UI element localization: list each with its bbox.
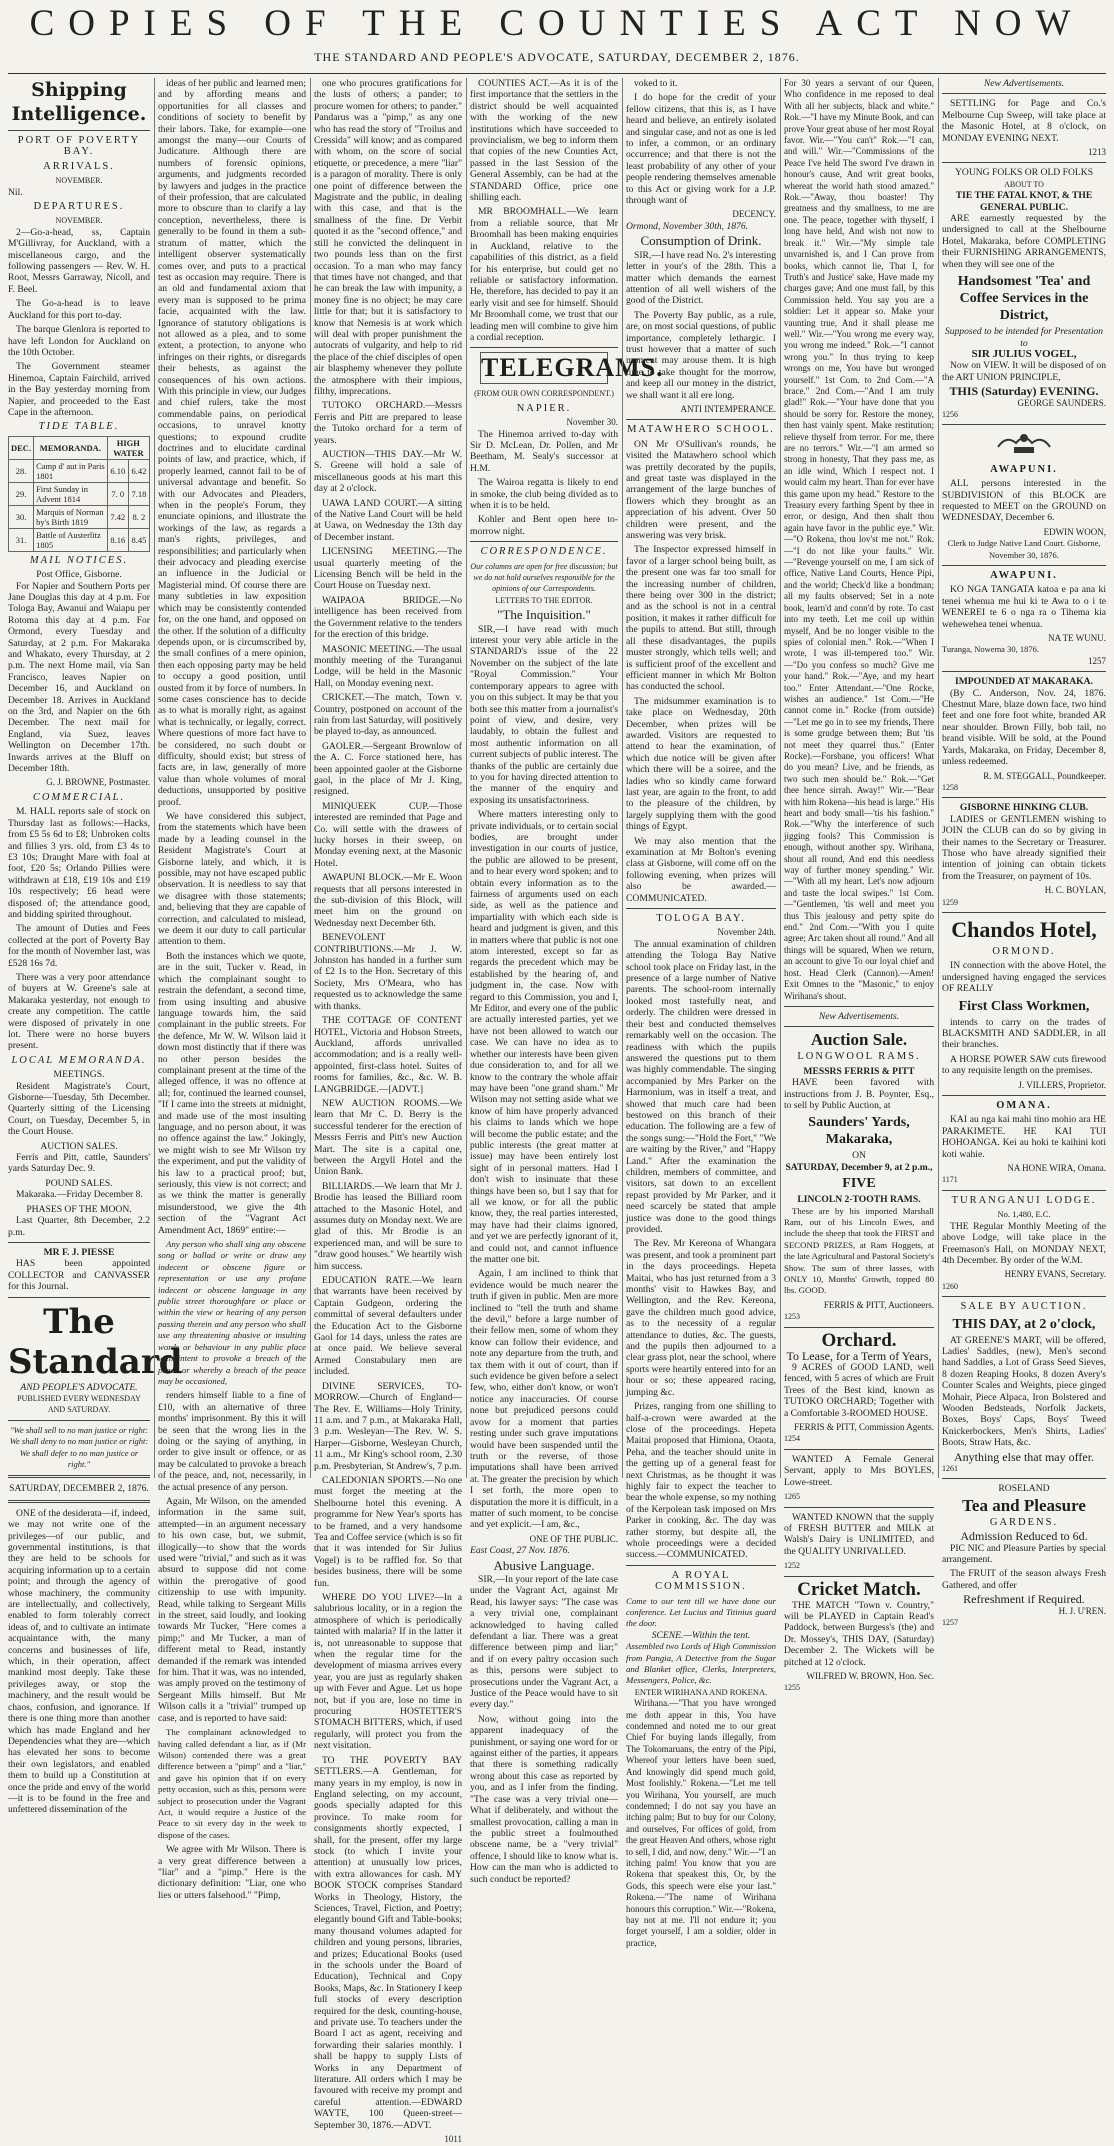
ad-number: 1253 [784, 1312, 800, 1322]
tide-cell: Marquis of Norman by's Birth 1819 [34, 505, 108, 528]
page-banner: COPIES OF THE COUNTIES ACT NOW [29, 3, 1085, 44]
table-row [9, 505, 150, 528]
tide-col-2: HIGH WATER [107, 436, 149, 459]
gardens: GARDENS. [989, 1516, 1059, 1528]
abusive-body: SIR,—In your report of the late case under the Vagrant Act, against Mr Read, his lawyer says: "The case was a very trivial one, complainant acknowledged to having called defendant a liar. There was a great difference between pimp and liar;" and if on every paltry occasion such as this, persons were subject to prosecutions under the Vagrant Act, a Justice of the Peace would have to sit every day." [470, 1573, 618, 1711]
local-heading: LOCAL MEMORANDA. [11, 1054, 147, 1066]
woon-sign: EDWIN WOON, [1043, 526, 1106, 537]
orchard-sign: FERRIS & PITT, Commission Agents. [794, 1422, 934, 1433]
awapuni-heading: AWAPUNI. [990, 463, 1058, 475]
roseland: ROSELAND [998, 1483, 1050, 1495]
masthead: The Standard [8, 1301, 183, 1382]
column-divider [780, 78, 781, 1478]
inquisition-heading: "The Inquisition." [497, 607, 591, 623]
matawhero-body-4: We may also mention that the examination at Mr Bolton's evening class at Gisborne, will come off on the following evening, when prizes will also be awarded.—COMMUNICATED. [626, 835, 776, 904]
news-item: THE COTTAGE OF CONTENT HOTEL, Victoria and Hobson Streets, Auckland, affords unrivalled accommodation; and is a really well-appointed, first-class hotel. Suites of rooms for families, &c., &c. W. B. LANGBRIDGE.—[ADVT.] [314, 1015, 462, 1095]
natewunu-sign: NA TE WUNU. [1048, 633, 1106, 644]
tide-col-1: MEMORANDA. [34, 436, 108, 459]
settling-ad: SETTLING for Page and Co.'s Melbourne Cup Sweep, will take place at the Masonic Hotel, at 8 o'clock, on MONDAY EVENING NEXT. [942, 98, 1106, 144]
column-1 [8, 78, 183, 1816]
tide-cell: 31. [9, 528, 34, 551]
young-folks: YOUNG FOLKS OR OLD FOLKS [954, 167, 1094, 179]
news-item: BENEVOLENT CONTRIBUTIONS.—Mr J. W. Johnston has handed in a further sum of £2 1s to the Hon. Secretary of this Society, Mrs O'Meara, who has requested us to acknowledge the same with thanks. [314, 932, 462, 1012]
decency-sign: DECENCY. [732, 209, 776, 220]
column-divider [466, 78, 467, 1478]
orchard-heading: Orchard. [821, 1329, 897, 1351]
drink-body: SIR,—I have read No. 2's interesting letter in your's of the 28th. This a matter which demands the earnest attention of all well wishers of the good of the District. [626, 249, 776, 307]
commercial-body-2: The amount of Duties and Fees collected at the port of Poverty Bay for the month of November last, was £528 16s 7d. [8, 923, 150, 969]
column-7 [942, 78, 1106, 1628]
woon-body: Clerk to Judge Native Land Court. Gisborne, November 30, 1876. [947, 538, 1101, 560]
matawhero-body: ON Mr O'Sullivan's rounds, he visited the Matawhero school which was prettily decorated by the pupils, and great taste was displayed in the arrangement of the large bunches of flowers which they brought as an appreciation of his advent. Over 50 children were present, and the answering was very brisk. [626, 438, 776, 542]
ferris-sign: FERRIS & PITT, Auctioneers. [823, 1299, 934, 1310]
tologa-body-3: Prizes, ranging from one shilling to half-a-crown were awarded at the close of the proceedings. Hepeta Maitai proposed that Himiona, Otaota, Peha, and the teacher should unite in the getting up of a general feast for next Christmas, as he thought it was highly fair to expect the teacher to bear the whole expense, so my nothing of the Kerpolean task imposed on Mrs Parker in cooking, &c. The day was rather stormy, but despite all, the whole proceedings were a decided success.—COMMUNICATED. [626, 1401, 776, 1561]
tide-cell: 7.18 [128, 482, 149, 505]
tide-cell: Battle of Austerlitz 1805 [34, 528, 108, 551]
ad-number: 1257 [1088, 655, 1106, 666]
matawhero-heading: MATAWHERO SCHOOL. [627, 424, 775, 436]
wanted-servant: WANTED A Female General Servant, apply to Mrs BOYLES, Lowe-street. [784, 1453, 934, 1488]
cricket-sign: WILFRED W. BROWN, Hon. Sec. [806, 1670, 934, 1681]
saturday-date: SATURDAY, December 9, at 2 p.m., [785, 1161, 933, 1173]
decency-date: Ormond, November 30th, 1876. [626, 220, 749, 232]
about-to: ABOUT TO [1004, 179, 1044, 189]
table-row [9, 482, 150, 505]
anti-sign: ANTI INTEMPERANCE. [680, 403, 776, 414]
column-divider [310, 78, 311, 1478]
meetings-body: Resident Magistrate's Court, Gisborne—Tuesday, 5th December. Quarterly sitting of the Licensing Court, on Tuesday, December 5, in the Court House. [8, 1080, 150, 1138]
mail-heading: MAIL NOTICES. [29, 554, 129, 566]
editorial-body: ideas of her public and learned men; and by affording means and opportunities for all classes and conditions of society to benefit by their labors. Take, for example—one amongst the many—our Courts of Judicature. Although there are numbers of forensic opinions, arguments, and judgments recorded by lawyers and judges in the practice of their profession, that are calculated more to obscure than to clarify a lay conception, nevertheless, there is generally to be found in them a sub-stratum of matter, which the intelligent observer systematically comes over, and puts to a practical test as occasion may require. There is an old and fundamental axiom that every man is supposed to be prima facie, acquainted with the law. Ignorance of statutory obligations is not allowed as a plea, and to some extent, a protection, to anyone who infringes on their rights, or disregards their behests, as against the consequences of his own actions. With this principle in view, our Judges and chief rulers, take the most commendable pains, on periodical occasions, to unravel knotty questions; to expound crudite doctrines and to elucidate cardinal points of law, and practice, which, if properly learned, cannot fail to be of universal advantage and benefit. So with our Advocates and Pleaders, when in the people's Forum, they enunciate opinions, and illustrate the workings of the law, as regards a man's rights, privileges, and responsibilities; and particularly when their advocacy and pleading exercise an influence in the Judicial or Magisterial mind. Of course there are many subtleties in law exposition which may be consistently contended for, on the one hand, and opposed on the other. If the solution of a difficulty depends upon, or is circumscribed by, the small confines of a mere opinion, then each opposing party may be held to occupy a good position, until ousted from it by force of numbers. In some cases conscience has to decide as to what is morally right, as against what is technically, or legally, correct. Where questions of more fact have to be considered, no such doubt or difficulty, should exist; but stress of facts are, in law, generally of more value than whole volumes of moral deductions, unsupported by positive proof. [158, 78, 306, 808]
tide-cell: First Sunday in Advent 1814 [34, 482, 108, 505]
col5-body: voked to it. [634, 78, 678, 89]
ad-number: 1257 [942, 1618, 958, 1628]
dateline: SATURDAY, DECEMBER 2, 1876. [9, 1483, 149, 1495]
news-item: MINIQUEEK CUP.—Those interested are reminded that Page and Co. will settle with the drawers of lucky horses in their sweep, on Monday evening next, at the Masonic Hotel. [314, 800, 462, 869]
tide-cell: Camp d' aut in Paris 1801 [34, 459, 108, 482]
news-item: AWAPUNI BLOCK.—Mr E. Woon requests that all persons interested in the sub-division of this Block, will meet him on the ground on Wednesday next December 6th. [314, 872, 462, 929]
correspondence-heading: CORRESPONDENCE. [480, 546, 608, 558]
lodge-body: THE Regular Monthly Meeting of the above Lodge, will take place in the Freemason's Hall, on MONDAY NEXT, 4th December. By order of the W.M. [942, 1220, 1106, 1266]
port-heading: PORT OF POVERTY BAY. [17, 135, 141, 158]
napier-body-3: Kohler and Bent open here to-morrow night. [470, 514, 618, 537]
editorial-body-7: We agree with Mr Wilson. There is a very great difference between a "liar" and a "pimp." Here is the dictionary definition: "Liar, one who lies or utters falsehood." "Pimp, [158, 1844, 306, 1901]
saunders-yards: Saunders' Yards, Makaraka, [808, 1115, 910, 1148]
chandos-body: IN connection with the above Hotel, the undersigned having engaged the services OF REALLY [942, 960, 1106, 995]
drink-body-2: The Poverty Bay public, as a rule, are, on most social questions, of public importance, completely lethargic. I trust however that a matter of such moment may arouse them. It is high time to take thought for the morrow, and keep all our money in the district, we shall want it all ere long. [626, 309, 776, 401]
tea-pleasure: Tea and Pleasure [962, 1495, 1086, 1515]
lodge-number: No. 1,480, E.C. [997, 1209, 1051, 1220]
editorial-body-6: The complainant acknowledged to having called defendant a liar, as if (Mr Wilson) contended there was a great difference between a "pimp" and a "liar," and gave his opinion that if on every petty occasion, such as this, persons were subject to prosecution under the Vagrant Act, it would require a Justice of the Peace to sit every day in the week to dispose of the cases. [158, 1727, 306, 1840]
uren-sign: H. J. U'REN. [1058, 1605, 1106, 1616]
arrivals-body: Nil. [8, 186, 23, 198]
tide-cell: 8.45 [128, 528, 149, 551]
this-day: THIS DAY, at 2 o'clock, [952, 1316, 1096, 1332]
inquisition-date: East Coast, 27 Nov. 1876. [470, 1545, 570, 1557]
departures-body-3: The barque Glenlora is reported to have left London for Auckland on the 10th October. [8, 324, 150, 358]
mail-office: Post Office, Gisborne. [36, 569, 122, 581]
tologa-body: The annual examination of children attending the Tologa Bay Native school took place on Friday last, in the presence of a large number of Native parents. The school-room internally looked most tastefully neat, and orderly. The children were dressed in their best and conducted themselves remarkably well on the occasion. The readiness with which the pupils answered the questions put to them was highly commendable. The singing accompanied by Mrs Parker on the Harmonium, was in itself a treat, and showed that much care had been bestowed on this branch of their education. The following are a few of the songs sung:—"Hold the Fort," "We are waiting by the River," and "Happy Land." After the examination the children, members of committee, and visitors, sat down to an excellent repast provided by Mr Parker, and it need scarcely be stated that ample justice was done to the good things provided. [626, 938, 776, 1235]
column-3 [314, 78, 462, 2145]
matawhero-body-2: The Inspector expressed himself in favor of a larger school being built, as the present one was far too small for the increasing number of children, there being over 300 in the district; and as the school is not in a central position, it makes it rather difficult for the pupils to attend. But still, through all these disadvantages, the pupils muster strongly, which tells well; and is sufficient proof of the excellent and efficient manner in which Mr Bolton has conducted the school. [626, 544, 776, 693]
drink-heading: Consumption of Drink. [640, 233, 762, 249]
tide-cell: 8.16 [107, 528, 128, 551]
ad-number: 1255 [784, 1683, 800, 1693]
ad-number: 1011 [444, 2134, 462, 2145]
ad-number: 1171 [942, 1175, 958, 1185]
telegrams-heading: TELEGRAMS. [481, 353, 664, 383]
news-item: TUTOKO ORCHARD.—Messrs Ferris and Pitt are prepared to lease the Tutoko orchard for a term of years. [314, 400, 462, 446]
napier-body: The Hinemoa arrived to-day with Sir D. McLean, Dr. Pollen, and Mr Beetham, M. Sealy's successor at H.M. [470, 428, 618, 474]
masthead-sub: AND PEOPLE'S ADVOCATE. [20, 1381, 138, 1393]
play-continued: For 30 years a servant of our Queen, Who confidence in me reposed to deal With all her subjects, black and white." Rok.—"I have my Minute Book, and can prove Your great abuse of her most Royal favor. Wir.—"You can't" Rok.—"I can, and will." Wir.—"Commissions of the Peace I've held The sword I've drawn in honour's cause, And writ great books, whereat the world hath stood amazed." Rok.—"Away, thou boaster! Thy greatness and thy smallness, to me are one. The peace, together with thyself, I long have held, And wish not now to break it." Wir.—"My simple tale unvarnished is, and I Can prove from books, which cannot lie, That I, for Truth's and Justice' sake, Have made my charges gave; And one must fall, by this Commission held. You say you are a soldier: Let it appear so. Make your vaunting true, And it shall please me well." Wir.—"You wrong me every way, you wrong me indeed." Rok.—"I cannot wrong you." In thus trying to keep wrongs on me, You have but wronged yourself." 1st Com. to 2nd Com.—"A brace." 2nd Com.—"And I am truly glad!" Rok.—"Your have done that you should be sorry for. Restore the money, then hast vainly spent. Make restitution; relieve thyself from terror. For me, there are no terrors." Wir.—"I am armed so strong in honesty, That they pass me, as an idle wind, Which I respect not. I would calm my heart. Than for ever have this game upon my head." Restore to the Treasury every farthing Spent by thee in error, or design, And then shalt thou again have favor in the public eye." Wir.—"O Rokena, thou lov'st me not." Rok.—"I do not like your faults." Wir.—"Revenge yourself on me, I am sick of office, Native Land Courts, Hence Pipi, and the world; Check'd like a bondman; all my faults observed; Set in a note book, learn'd and conn'd by rote. To cast into my teeth. Let me coil up within myself, And be no longer visible to the spies of colonial men." Rok.—"When I wrote, I was ill-tempered too." Wir.—"Do you confess so much? Give me your hand." Rok.—"Aye, and my heart too." Enter Attendant.—"One Rocke, wishes an audience." 1st Com.—"He cannot come in." Rocke (from outside)—"Let me go in to see my friends, There is some grudge between them; But 'tis not meet they quarrel thus." (Enter Rocke).—Forsbane, you officers! What do you mean? Live, and be friends, as two such men should be." Rok.—"Get thee hence sirrah. Away!" Wir.—"Bear with him Rokena—his head is large." His heart and body small—'tis his fashion." Rok.—"Why the interference of such jigging fools? This Commission is enough, without another spy. Wirihana, shout all round, And end this needless way of further money spending." Wir.—"With all my heart. Let's now adjourn and taste the local swipes." 1st Com.—"Gentlemen, 'tis well and meet you thus This jealousy and petty spite do end." 2nd Com.—"With you I quite agree; Arc taken shout all round." And all things will be squared, When we return, an account to give To our loyal chief and host. Head Clerk (Cannon).—Amen! Exit Omnes to the "Masonic," to enjoy Wirihana's shout. [784, 78, 934, 1001]
ferris-body: HAVE been favored with instructions from J. B. Poynter, Esq., to sell by Public Auction, at [784, 1077, 934, 1111]
royal-body: Come to our tent till we have done our conference. Let Lucius and Titinius guard the door. [626, 1595, 776, 1629]
news-item: GAOLER.—Sergeant Brownlow of the A. C. Force stationed here, has been appointed gaoler at the Gisborne gaol, in the place of Mr J. King, resigned. [314, 740, 462, 798]
five-label: FIVE [842, 1176, 876, 1192]
news-item: CALEDONIAN SPORTS.—No one must forget the meeting at the Shelbourne hotel this evening. A programme for New Year's sports has to be framed, and a very handsome Tea and Coffee service (which is so fit that it was intended for Sir Julius Vogel) is to be raffled for. So that besides business, there will be some fun. [314, 1474, 462, 1589]
editorial-body-2: We have considered this subject, from the statements which have been made by a leading counsel in the Resident Magistrate's Court at Gisborne lately, and which, it is possible, may not have escaped public observation. It is needless to say that we disagree with those statements; and, believing that they are capable of correction, and calculated to mislead, we deem it our duty to call particular attention to them. [158, 811, 306, 948]
correspondence-note: Our columns are open for free discussion; but we do not hold ourselves responsible for the opinions of our Correspondents. [470, 561, 618, 594]
commercial-heading: COMMERCIAL. [32, 791, 126, 803]
awapuni-heading-2: AWAPUNI. [990, 570, 1058, 581]
page-subhead: THE STANDARD AND PEOPLE'S ADVOCATE, SATURDAY, DECEMBER 2, 1876. [314, 50, 800, 64]
abusive-body-2: Now, without going into the apparent inadequacy of the punishment, or saying one word for or against either of the parties, it appears that there is something radically wrong about this case as reported by you, and as I infer from the finding. "The case was a very trivial one—What if deliberately, and without the smallest provocation, calling a man in the public street a foulmouthed obscene name, be a "very trivial" offence, I should like to know what is. How can the man who is addicted to such conduct be reported? [470, 1713, 618, 1885]
crest-icon [942, 429, 1106, 460]
impounded-body: (By C. Anderson, Nov. 24, 1876. Chestnut Mare, blaze down face, two hind feet and one fore foot white, branded AR near shoulder. Brown Filly, bob tail, no brand visible. Will be sold, at the Pound Yards, Makaraka, on Friday, December 8, unless redeemed. [942, 687, 1106, 768]
ad-number: 1213 [1088, 147, 1106, 158]
napier-heading: NAPIER. [516, 402, 572, 414]
auction-sale-heading: Auction Sale. [810, 1030, 908, 1050]
shipping-title: Shipping Intelligence. [11, 79, 147, 125]
orchard-body: 9 ACRES of GOOD LAND, well fenced, with 5 acres of which are Fruit Trees of the Best kind, known as TUTOKO ORCHARD; Together with a Comfortable 3-ROOMED HOUSE. [784, 1362, 934, 1419]
lead-paragraph: ONE of the desiderata—if, indeed, we may not write one of the privileges—of our public, and governmental institutions, is that they are held to be schools for acquiring information up to a certain point; and through the agency of whose machinery, the community are intellectually, and collectively, enabled to form tolerably correct ideas of, and to cultivate an intimate acquaintance with, the many concerns and businesses of life, which, in their operation, affect mankind most deeply. Take these privileges away, or stop the machinery, and the result would be chaos, confusion, and ignorance. If there is one thing more than another which has made England and her Dependencies what they are—which has elevated her sons to become their own legislators, and enabled them to build up a Constitution at once the pride and envy of the world—it is to be found in the free and unfettered dissemination of the [8, 1507, 150, 1816]
ad-number: 1258 [942, 782, 958, 792]
impounded-heading: IMPOUNDED AT MAKARAKA. [955, 676, 1093, 688]
tologa-heading: TOLOGA BAY. [656, 913, 746, 925]
column-6 [784, 78, 934, 1693]
departures-body-2: The Go-a-head is to leave Auckland for this port to-day. [8, 298, 150, 321]
on-label: ON [852, 1150, 866, 1162]
lincoln-rams: LINCOLN 2-TOOTH RAMS. [797, 1194, 921, 1206]
awapuni-maori-body: KO NGA TANGATA katoa e pa ana ki tenei whenua me hui ki te Awa to o i te WENEREI te 6 o nga ra o Tihema kia wehewehea tenei whenua. [942, 584, 1106, 630]
evans-sign: HENRY EVANS, Secretary. [1004, 1269, 1106, 1280]
napier-date: November 30. [566, 417, 618, 428]
table-row [9, 528, 150, 551]
tie-body: ARE earnestly requested by the undersigned to call at the Shelbourne Hotel, Makaraka, before COMPLETING their FURNISHING ARRANGEMENTS, when they will see one of the [942, 213, 1106, 270]
tologa-body-2: The Rev. Mr Kereona of Whangara was present, and took a prominent part in the days proceedings. Hepeta Maitai, who has just returned from a 3 months' visit to Hawkes Bay, and Wellington, and the Rev. Kereona, gave the children much good advice, as to the necessity of a regular attendance to duties, &c. The guests, and the pupils then adjourned to a clear grass plot, near the school, where sports were heartily entered into for an hour or so; these appeared racing, jumping &c. [626, 1238, 776, 1398]
news-item: DIVINE SERVICES, TO-MORROW.—Church of England—The Rev. E. Williams—Holy Trinity, 11 a.m. and 7 p.m., at Makaraka Hall, 3 p.m. Wesleyan—The Rev. W. S. Harper—Gisborne, Wesleyan Church, 11 a.m., Mr King's school room, 2.30 p.m. Presbyterian, St Andrew's, 7 p.m. [314, 1380, 462, 1472]
editorial-quote: Any person who shall sing any obscene song or ballad or write or draw any indecent or obscene figure or representation or use any profane indecent or obscene language in any public street thoroughfare or place or within the view or hearing of any person passing therein and any person who shall use any threatening abusive or insulting words or behaviour in any public place with intent to provoke a breach of the peace or whereby a breach of the peace may be occasioned, [158, 1239, 306, 1386]
editorial-body-5: Again, Mr Wilson, on the amended information in the same suit, attempted—in an argument necessary to his own case, but, we submit, illogically—to show that the words used were "trivial," and such as it was absurd to suppose did not come within the prerogative of good citizenship to use with impunity. Read, while talking to Sergeant Mills in the street, said loudly, and looking towards Mr Tucker, "Here comes a pimp;" and Mr Tucker, a man of different metal to Read, instantly demanded if the remark was intended for him. That it was, was no intended, was amply proved on the testimony of Sergeant Mills himself. But Mr Wilson calls it a "trivial" trumped up case, and is reported to have said: [158, 1495, 306, 1724]
departures-heading: DEPARTURES. [33, 201, 125, 213]
tide-cell: 8. 2 [128, 505, 149, 528]
editorial-body-4: renders himself liable to a fine of £10, with an alternative of three months' imprisonment. By this it will be seen that the wrong lies in the doing or the saying of anything, in order to give insult or offence, or as may be calculated to provoke a breach of the peace, and, not, necessarily, in the actual presence of any person. [158, 1390, 306, 1493]
tide-col-0: DEC. [9, 436, 34, 459]
own-correspondent: (FROM OUR OWN CORRESPONDENT.) [474, 389, 614, 399]
piesse-heading: MR F. J. PIESSE [43, 1246, 115, 1258]
arrivals-month: NOVEMBER. [55, 176, 103, 186]
phases-body: Last Quarter, 8th December, 2.2 p.m. [8, 1215, 150, 1238]
news-item: NEW AUCTION ROOMS.—We learn that Mr C. D. Berry is the successful tenderer for the erection of Messrs Ferris and Pitt's new Auction Mart. The site is a capital one, between the Argyll Hotel and the Union Bank. [314, 1097, 462, 1178]
orchard-lease: To Lease, for a Term of Years, [786, 1348, 932, 1363]
chandos-body-2: intends to carry on the trades of BLACKSMITH AND SADDLER, in all their branches. [942, 1016, 1106, 1051]
longwool: LONGWOOL RAMS. [797, 1051, 921, 1063]
departures-month: NOVEMBER. [55, 216, 103, 226]
pound-heading: POUND SALES. [45, 1177, 113, 1189]
tide-cell: 7.42 [107, 505, 128, 528]
napier-body-2: The Wairoa regatta is likely to end in smoke, the club being divided as to when it is to be held. [470, 477, 618, 511]
news-item: AUCTION—THIS DAY.—Mr W. S. Greene will hold a sale of miscellaneous goods at his mart this day at 2 o'clock. [314, 449, 462, 495]
villers-sign: J. VILLERS, Proprietor. [1018, 1079, 1106, 1090]
awapuni-body: ALL persons interested in the SUBDIVISION of this BLOCK are requested to MEET on the GROUND on WEDNESDAY, December 6. [942, 478, 1106, 524]
tide-cell: 6.10 [107, 459, 128, 482]
hinking-heading: GISBORNE HINKING CLUB. [959, 802, 1089, 814]
news-item: BILLIARDS.—We learn that Mr J. Brodie has leased the Billiard room attached to the Masonic Hotel, and assumes duty on Monday next. We are glad of this. Mr Brodie is an experienced man, and will be sure to "draw good houses." We heartily wish him success. [314, 1180, 462, 1272]
news-item: MASONIC MEETING.—The usual monthly meeting of the Turanganui Lodge, will be held in the Masonic Hall, on Monday evening next. [314, 643, 462, 689]
inquisition-sign: ONE OF THE PUBLIC. [529, 1533, 618, 1544]
tologa-date: November 24th. [717, 927, 776, 938]
horse-saw: A HORSE POWER SAW cuts firewood to any requisite length on the premises. [942, 1053, 1106, 1077]
tide-cell: 28. [9, 459, 34, 482]
tide-cell: 7. 0 [107, 482, 128, 505]
inquisition-body-3: Again, I am inclined to think that evidence would be much nearer the truth if given in public. Men are more inclined to "tell the truth and shame the devil," before a large number of their fellow men, some of whom they know can follow their evidence, and note any departure from the truth, and tax them with it out of court, than if such evidence be given before a select few, who, either don't know, or won't notice any inaccuracies. Of course none but prejudiced persons could avow for a moment that parties resting under such grave imputations would have been suspended until the truth or the reverse, of those imputations shall have been arrived at. The greater the precision by which I set forth, the more open to disputation the more it is difficult, in a matter of such moment, to be concise and yet explicit.—I am, &c., [470, 1268, 618, 1531]
enter: ENTER WIRIHANA AND ROKENA. [634, 1686, 768, 1697]
news-item: TO THE POVERTY BAY SETTLERS.—A Gentleman, for many years in my employ, is now in England selecting, on my account, goods specially adapted for this province. To make room for consignments shortly expected, I shall, for the present, offer my large stock (to which I invite your attention) at unusually low prices, with extra allowances for cash. MY BOOK STOCK comprises Standard Works in Theology, History, the Sciences, Travel, Fiction, and Poetry; elegantly bound Gift and Table-books; many thousand volumes adapted for children and young persons, libraries, and prizes; Educational Books (used in the schools under the Board of Education), Technical and Copy Books, Maps, &c. In Stationery I keep full stocks of every description required for the desk, counting-house, and private use. To teachers under the Board I act as agent, receiving and forwarding their salaries monthly. I shall be happy to supply Lists of Works in any Department of literature. All orders which I may be favoured with receive my prompt and careful attention.—EDWARD WAYTE, 100 Queen-street—September 30, 1876.—ADVT. [314, 1754, 462, 2131]
abusive-heading: Abusive Language. [493, 1557, 595, 1573]
departures-body-4: The Government steamer Hinemoa, Captain Fairchild, arrived in the Bay yesterday morning from Napier, and proceeded to the East Cape in the afternoon. [8, 361, 150, 418]
ad-number: 1260 [942, 1281, 958, 1291]
inquisition-body-2: Where matters interesting only to private individuals, or to certain social bodies, are brought under investigation in our courts of justice, the public are allowed to be present, and to hear every word spoken; and to obtain every information as to the fairness of arguments used on each side, as well as the patience and impartiality with which each side is heard and judgment is given, and this in matters where that public is not one atom interested, except so far as regards the precedent which may be established by the hearing of, and judgment in, the case. Now with regard to this Commission, you and I, Mr Editor, and every one of the public are actually interested parties, yet we have not been allowed to watch our case. We can have no idea as to whether our interests have been given due consideration to, and for all we know to the contrary the whole affair may have been "one grand sham." Mr Wilson may not setting aside what we know of him have properly advanced his claims to lands which we hope will become the public estate; and the public interests (the great matter at issue) may have been entirely lost sight of in personal matters. Had I don't wish to insinuate that these things have been so, but I say that for all we know, or for all the public know, they, the real parties interested, may have had their claims ignored, and yet we are perfectly ignorant of it, and could not, and cannot influence the matter one bit. [470, 809, 618, 1265]
pound-body: Makaraka.—Friday December 8. [16, 1189, 143, 1201]
tide-table [8, 436, 150, 552]
news-item: WHERE DO YOU LIVE?—In a salubrious locality, or in a region the atmosphere of which is periodically tainted with malaria? If in the latter it is, not unreasonable to suppose that when the regular time for the development of miasma arrives every year, you are just as regularly shaken up with Fever and Ague. Let us hope not, but if you are, lose no time in procuring HOSTETTER'S STOMACH BITTERS, which, if used regularly, will protect you from the next visitation. [314, 1592, 462, 1752]
departures-body: 2—Go-a-head, ss, Captain M'Gillivray, for Auckland, with a miscellaneous cargo, and the following passengers — Rev. W. H. Root, Messrs Garraway, Nicoll, and F. Beel. [8, 226, 150, 295]
cricket-body: THE MATCH "Town v. Country," will be PLAYED in Captain Read's Paddock, between Burgess's (the) and Dr. Mossey's, THIS DAY, (Saturday) December 2. The Wickets will be pitched at 12 o'clock. [784, 1599, 934, 1668]
ad-number: 1256 [942, 409, 958, 419]
column-2 [158, 78, 306, 1901]
auction-heading: AUCTION SALES. [40, 1140, 118, 1152]
news-item: WAIPAOA BRIDGE.—No intelligence has been received from the Government relative to the tenders for the erection of this bridge. [314, 594, 462, 641]
new-ads-heading: New Advertisements. [818, 1010, 900, 1022]
play-text: Wirihana.—"That you have wronged me doth appear in this, You have condemned and noted me to our great Chief For buying lands illegally, from The Tokomaruans, the entry of the Pipi, Whereof your letters have been sued, And knowingly did spend much gold, Most foolishly." Rokena.—"Let me tell you Wirihana, You yourself, are much condemned; I do not say you have an itching palm; But to buy for our Colony, and ourselves, For offices of gold, from the great Heaven And others, whose right to sell, I did, and now, deny." Wir.—"I an itching palm! You know that you are Rokena that speakest this, Or, by the Gods, this speech were else your last." Rokena.—"The name of Wirihana honours this corruption." Wir.—"Rokena, bay not at me. I'll not endure it; you forget yourself, I am a soldier, older in practice, [626, 1698, 776, 1948]
handsomest: Handsomest 'Tea' and Coffee Services in the District, [957, 274, 1091, 324]
chandos-heading: Chandos Hotel, [951, 916, 1097, 942]
phases-heading: PHASES OF THE MOON. [26, 1203, 132, 1215]
tide-cell: 29. [9, 482, 34, 505]
new-ads-heading: New Advertisements. [983, 78, 1065, 89]
picnic: PIC NIC and Pleasure Parties by special arrangement. [942, 1542, 1106, 1566]
steggall-sign: R. M. STEGGALL, Poundkeeper. [983, 770, 1106, 781]
fruit: The FRUIT of the season always Fresh Gathered, and offer [942, 1568, 1106, 1591]
motto: "We shall sell to no man justice or right: We shall deny to no man justice or right: We shall defer to no man justice or right." [9, 1424, 149, 1469]
sale-heading: SALE BY AUCTION. [960, 1301, 1088, 1313]
news-item: LICENSING MEETING.—The usual quarterly meeting of the Licensing Bench will be held in the Court House on Tuesday next. [314, 546, 462, 592]
meetings-heading: MEETINGS. [53, 1069, 105, 1081]
vogel: SIR JULIUS VOGEL, [971, 347, 1077, 360]
royal-heading: A ROYAL COMMISSION. [655, 1569, 747, 1593]
ad-number: 1265 [784, 1492, 800, 1502]
tide-cell: 30. [9, 505, 34, 528]
top-rule [8, 73, 1106, 74]
vogel-body: Now on VIEW. It will be disposed of on the ART UNION PRINCIPLE, [942, 360, 1106, 383]
inquisition-body: SIR,—I have read with much interest your very able article in the STANDARD's issue of the 22 November on the subject of the late "Royal Commission." Your contemporary appears to agree with you on this subject. It may be that you both see this matter from a journalist's point of view, and desire, very laudably, to obtain the fullest and most authentic information on all current subjects of public interest. The thanks of the public are certainly due to you for having directed attention to the manner of the enquiry and exposing its unsatisfactoriness. [470, 623, 618, 806]
assembled: Assembled two Lords of High Commission from Pangia, A Detective from the Sugar and Blanket office, Clerks, Interpreters, Messengers, Police, &c. [626, 1641, 776, 1686]
saunders-sign: GEORGE SAUNDERS. [1017, 397, 1106, 408]
supposed: Supposed to be intended for Presentation to [944, 326, 1104, 349]
mail-body: For Napier and Southern Ports per Jane Douglas this day at 4 p.m. For Tologa Bay, Awanui and Waiapu per Rotoma this day at 4 p.m. For Ormond, every Tuesday and Saturday, at 2 p.m. For Makaraka and Whakato, every Thursday, at 2 p.m. The next Home mail, via San Francisco, leaves Napier on December 16, and Auckland on December 18. Arrives in Auckland on the 3rd, and Napier on the 6th December. The next mail for England, via Suez, leaves Wellington on December 17th. Inwards arrives at the Bluff on December 18th. [8, 580, 150, 775]
col3-body: one who procures gratifications for the lusts of others; a pander; to procure women for others; to pander." Pandarus was a "pimp," as any one who has read the story of "Troilus and Cressida" will know; and as compared with whom, on the score of social etiquette, or precedence, a mere "liar" is a paragon of morality. There is only one point of difference between the Magistrate and the public, in dealing with this case, and that is the smallness of the fine. Dr Verbit quoted it as the "second offence," and still he convicted the delinquent in two pounds less than on the first occasion. To a man who may fancy that times have not changed, and that he can break the law with impunity, a money fine is no object; he may care little for that; but it is satisfactory to know that Nemesis is at work which will deal with proper punishment the autocrats of vulgarity, and help to rid the place of the chief disciples of open air blasphemy whenever they pollute the atmosphere with their impious, filthy, imprecations. [314, 78, 462, 397]
auction-body: Ferris and Pitt, cattle, Saunders' yards Saturday Dec. 9. [8, 1152, 150, 1175]
letters-heading: LETTERS TO THE EDITOR. [495, 595, 593, 605]
column-5 [626, 78, 776, 1948]
ad-number: 1254 [784, 1434, 800, 1444]
hinking-body: LADIES or GENTLEMEN wishing to JOIN the CLUB can do so by giving in their names to the Secretary or Treasurer. Those who have already signified their intention of joining can obtain tickets from the Treasurer, on payment of 10s. [942, 813, 1106, 882]
lincoln-body: These are by his imported Marshall Ram, out of his Lincoln Ewes, and include the sheep that took the FIRST and SECOND PRIZES, at Ram Hoggets, at the late Agricultural and Pastoral Society's Show. The sum of three lasses, with ONLY 10, Months' Growth, topped 80 lbs. GOOD. [784, 1205, 934, 1296]
news-item: EDUCATION RATE.—We learn that warrants have been received by Captain Gudgeon, ordering the committal of several defaulters under the Education Act to the Gisborne Gaol for 14 days, unless the rates are at once paid. We believe several Armed Constabulary men are included. [314, 1275, 462, 1378]
column-divider [622, 78, 623, 1478]
omana-body: KAI au nga kai mahi tino mohio ara HE PARAKIMETE. HE KAI TUI HOHOANGA. Kei au hoki te kaihini koti koti wahie. [942, 1114, 1106, 1160]
ad-number: 1261 [942, 1464, 958, 1473]
refreshment: Refreshment if Required. [963, 1592, 1085, 1607]
col5-body-1: I do hope for the credit of your fellow citizens, that this is, as I have heard and believe, an entirely isolated and singular case, and not as one is led to infer, a common, or an ordinary occurrence; and that there is not the least probability of any other of your people rendering themselves amenable to this Act or giving work for a J.P. through want of [626, 92, 776, 207]
ferris-pitt: MESSRS FERRIS & PITT [803, 1065, 915, 1077]
matawhero-body-3: The midsummer examination is to take place on Wednesday, 20th December, when prizes will be awarded. Visitors are requested to attend to hear the examination, of which due notice will be given after which there will be a soiree, and the ladies who so kindly came forward last year, are again to the front, to add to the pleasure of the children, by largely supplying them with the good things of Egypt. [626, 695, 776, 833]
piesse-body: HAS been appointed COLLECTOR and CANVASSER for this Journal. [8, 1258, 150, 1293]
ad-number: 1259 [942, 897, 958, 907]
news-item: CRICKET.—The match, Town v. Country, postponed on account of the rain from last Saturday, will positively be played to-day, as announced. [314, 692, 462, 738]
natewunu-date: Turanga, Nowema 30, 1876. [942, 644, 1039, 655]
commercial-body: M. HALL reports sale of stock on Thursday last as follows:—Hacks, from £5 5s 6d to £8; Unbroken colts and fillies 3 yrs. old, from £3 4s to £3 10s; Draught Mare with foal at foot, £20 5s; Orlando Pillies were withdrawn at £18, £19 10s and £19 10s respectively; £6 head were disposed of; the attendance good, and bidding spirited throughout. [8, 806, 150, 920]
first-class: First Class Workmen, [958, 998, 1090, 1014]
scene: SCENE.—Within the tent. [651, 1629, 751, 1641]
mail-sign: G. J. BROWNE, Postmaster. [46, 777, 150, 788]
broomhall: MR BROOMHALL.—We learn from a reliable source, that Mr Broomhall has been making enquiries in Auckland, relative to the capabilities of this district, as a field for his enterprise, but could get no reliable or satisfactory information. He, therefore, has decided to pay it an early visit and see for himself. Should Mr Broomhall come, we trust that our leading men will combine to give him a cordial reception. [470, 206, 618, 343]
news-item: UAWA LAND COURT.—A sitting of the Native Land Court will be held at Uawa, on Wednesday the 13th day of December instant. [314, 497, 462, 543]
column-divider [154, 78, 155, 1478]
hone-wira-sign: NA HONE WIRA, Omana. [1007, 1163, 1106, 1174]
this-evening: THIS (Saturday) EVENING. [949, 384, 1099, 399]
wanted-known: WANTED KNOWN that the supply of FRESH BUTTER and MILK at Walsh's Dairy is UNLIMITED, and the QUALITY UNRIVALLED. [784, 1511, 934, 1557]
tide-cell: 6.42 [128, 459, 149, 482]
fatal-knot: TIE THE FATAL KNOT, & THE GENERAL PUBLIC. [955, 190, 1093, 213]
tide-heading: TIDE TABLE. [38, 421, 120, 433]
table-row [9, 459, 150, 482]
published-note: PUBLISHED EVERY WEDNESDAY AND SATURDAY. [17, 1393, 141, 1415]
omana-heading: OMANA. [996, 1100, 1052, 1112]
editorial-body-3: Both the instances which we quote, are in the suit, Tucker v. Read, in which the complainant sought to restrain the defendant, a second time, from using insulting and abusive language towards him, the said complainant in the public streets. For the defence, Mr W. W. Wilson laid it down most distinctly that if there was no other person besides the complainant present at the time of the alleged offence, it was no offence at all; for, continued the learned counsel, "If I came into the streets at midnight, and made use of the most insulting language, and no person about, it was no offence against the law." Jokingly, we might wish to see Mr Wilson try the experiment, and put the validity of his law to a practical proof; but, seriously, this view is not correct; and as we think the matter is generally misunderstood, we give the 4th section of the "Vagrant Act Amendment Act, 1869" entire:— [158, 950, 306, 1236]
arrivals-heading: ARRIVALS. [43, 160, 115, 172]
ad-number: 1252 [784, 1561, 800, 1571]
ormond-heading: ORMOND. [992, 945, 1056, 957]
column-divider [938, 78, 939, 1478]
sale-body: AT GREENE'S MART, will be offered, Ladies' Saddles, (new), Men's second hand Saddles, a Lot of Grass Seed Sieves, 8 dozen Reaping Hooks, 8 dozen Avery's Counter Scales and Weights, piece ginged Mohair, Piece Alpaca, Iron Bolstered and Wooden Bedsteads, Norfolk Jackets, Boxes, Boys' Caps, Boys' Tweed Knickerbockers, Men's Shirts, Ladies' Boots, Straw Hats, &c. [942, 1334, 1106, 1449]
anything-else: Anything else that may offer. [953, 1449, 1095, 1464]
turanganui-heading: TURANGANUI LODGE. [951, 1194, 1097, 1206]
cricket-heading: Cricket Match. [797, 1578, 921, 1600]
commercial-body-3: There was a very poor attendance of buyers at W. Greene's sale at Makaraka yesterday, not enough to create any competition. The cattle were disposed of privately in one lot. There were no horse buyers present. [8, 971, 150, 1052]
boylan-sign: H. C. BOYLAN, [1044, 885, 1106, 896]
admission: Admission Reduced to 6d. [960, 1529, 1088, 1544]
counties-act: COUNTIES ACT.—As it is of the first importance that the settlers in the district should be well acquainted with the working of the new institutions which have succeeded to provincialism, we beg to inform them that copies of the new Counties Act, passed in the last Session of the General Assembly, can be had at the STANDARD Office, price one shilling each. [470, 78, 618, 204]
